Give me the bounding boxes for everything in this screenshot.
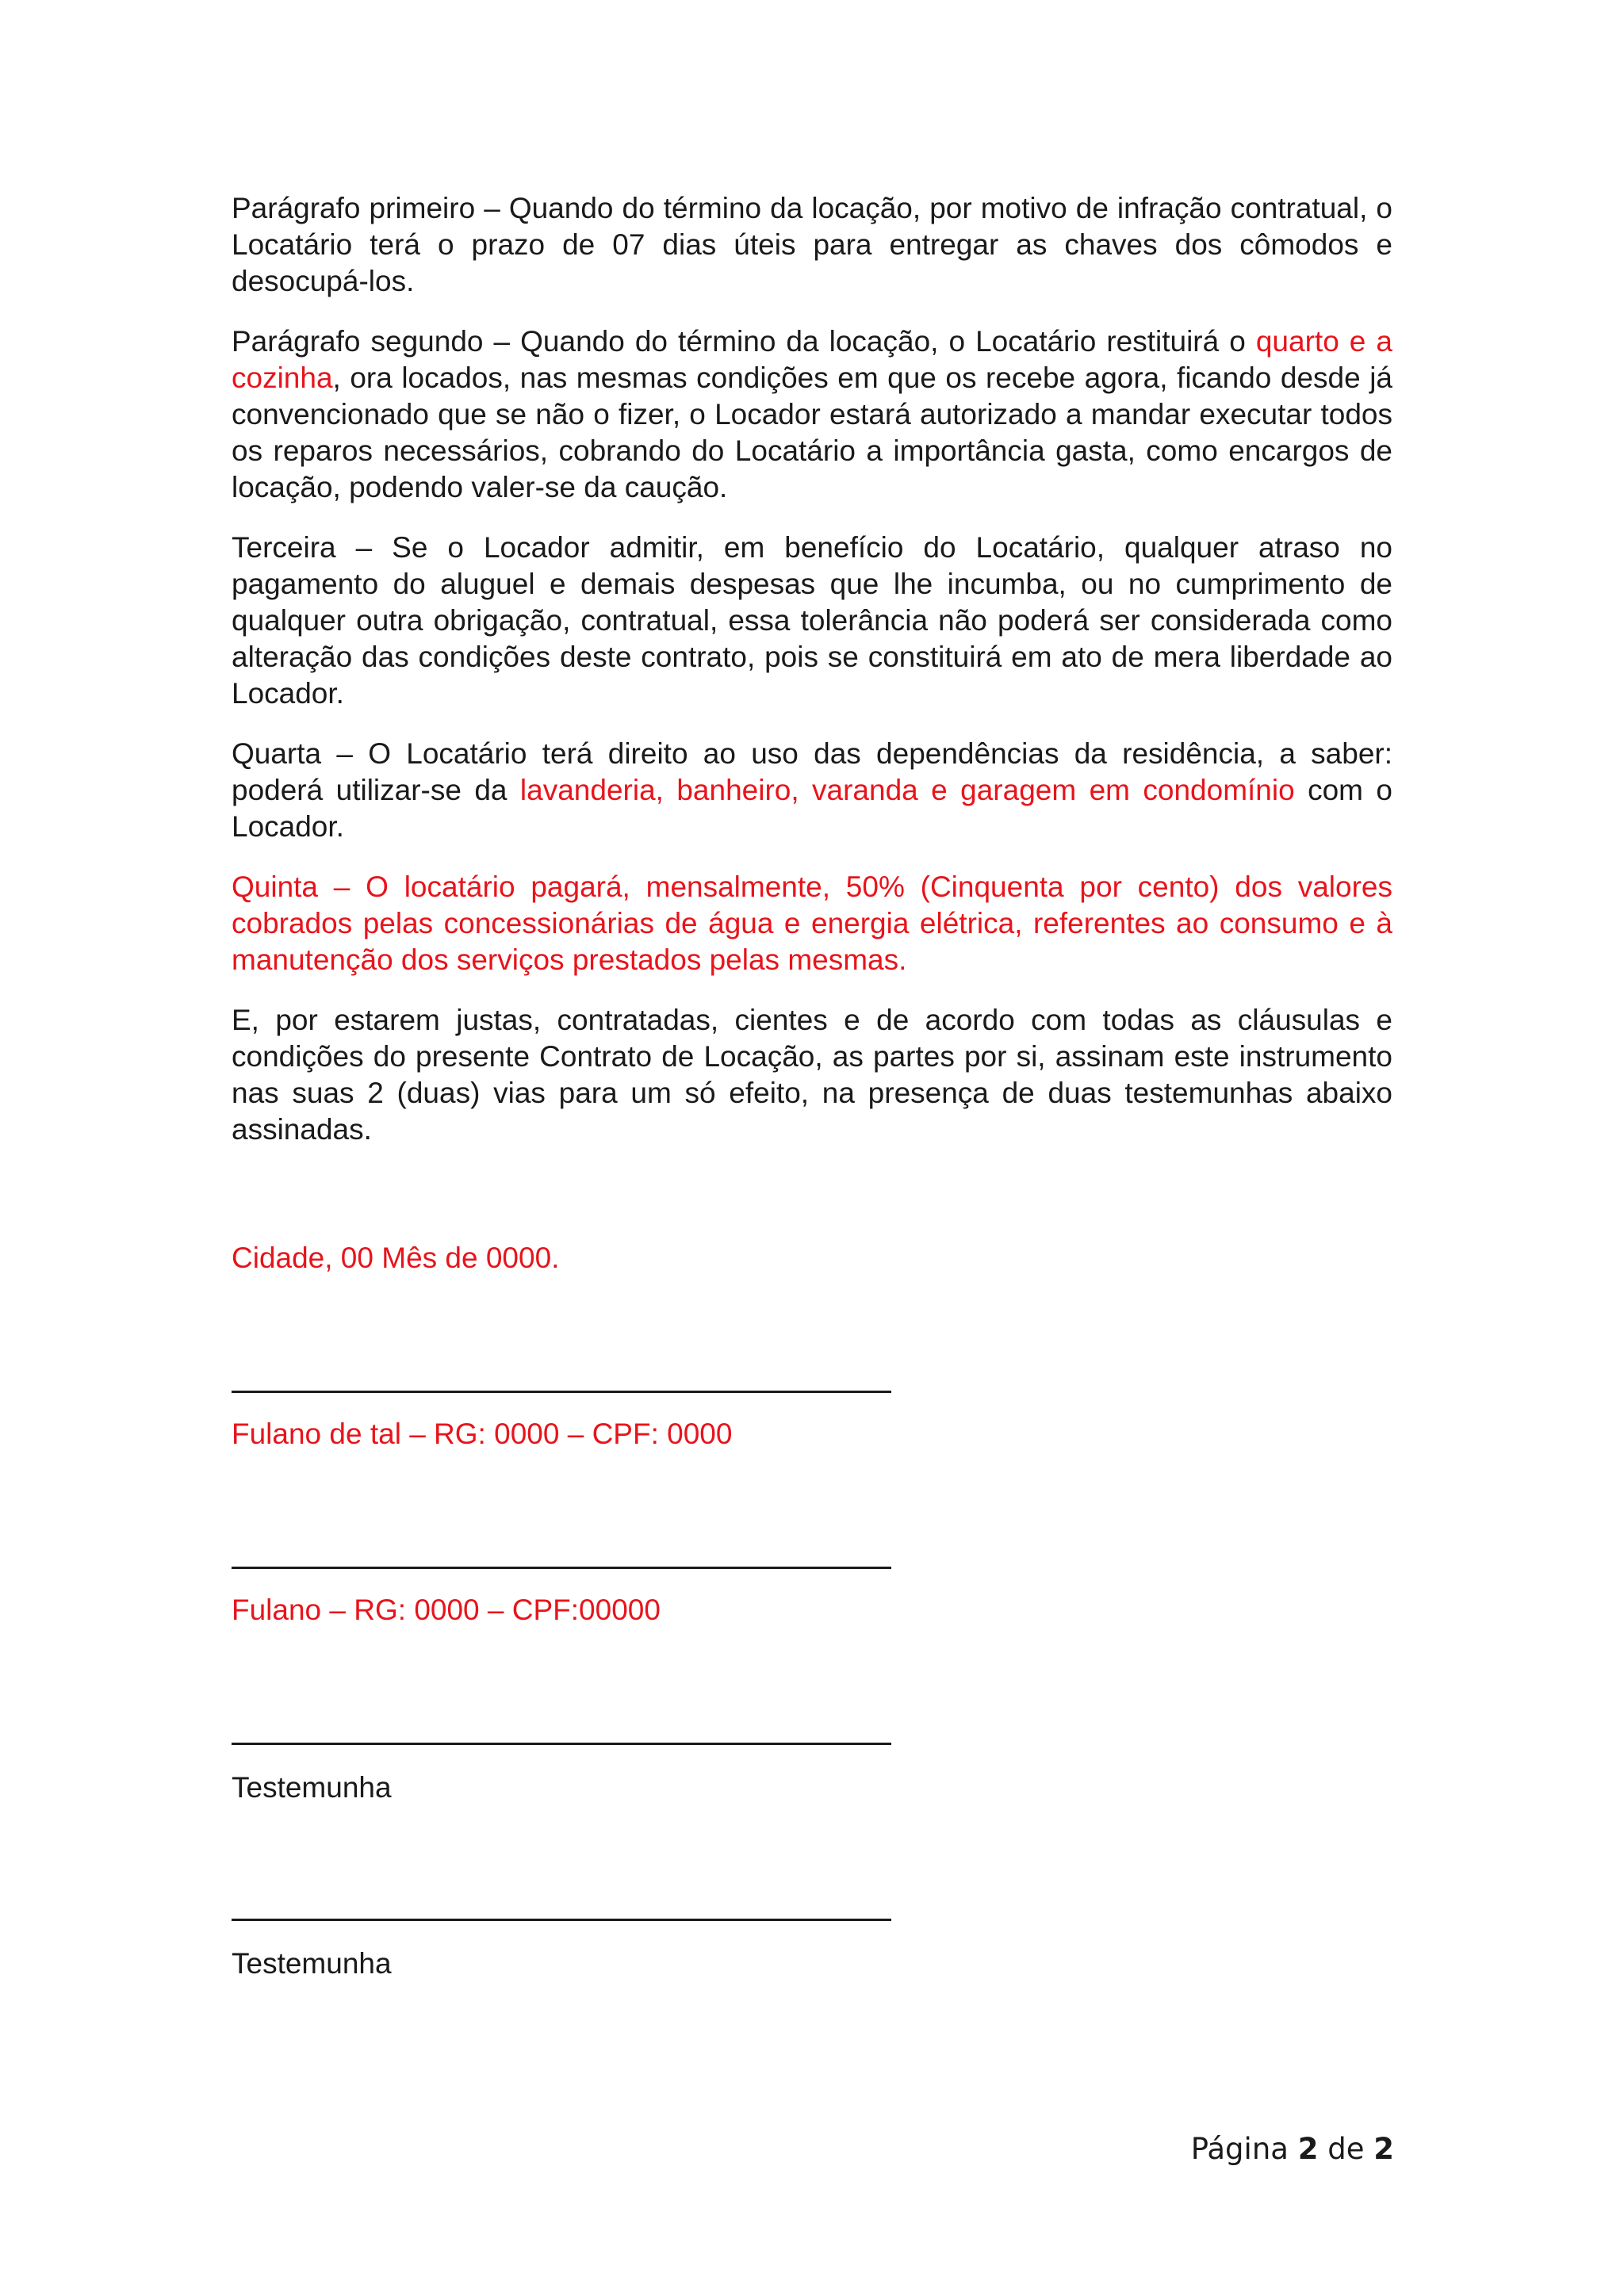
paragraph-segundo-text-before: Parágrafo segundo – Quando do término da locação, o Locatário restituirá o [232,325,1256,358]
paragraph-segundo-text-after: , ora locados, nas mesmas condições em que os recebe agora, ficando desde já convencionado que se não o fizer, o Locador estará autorizado a mandar executar todos os reparos necessários, cobrando do Locatário a importância gasta, como encargos de locação, podendo valer-se da caução. [232,362,1392,503]
signature-name-locador: Fulano de tal – RG: 0000 – CPF: 0000 [232,1418,733,1450]
clause-quarta [232,736,1392,845]
clause-quarta-text-after: com o Locador. [232,774,1392,843]
contract-body [232,190,1392,1172]
footer-of-label: de [1327,2132,1365,2166]
date-line: Cidade, 00 Mês de 0000. [232,1242,560,1274]
footer-current-page: 2 [1297,2132,1319,2166]
paragraph-segundo-highlight: quarto e a cozinha [232,325,1392,394]
signature-line [232,1391,891,1393]
signature-line [232,1743,891,1745]
footer-page-label: Página [1190,2132,1289,2166]
clause-quarta-text-before: Quarta – O Locatário terá direito ao uso das dependências da residência, a saber: poderá utilizar-se da [232,737,1392,806]
clause-quinta [232,869,1392,978]
clause-terceira [232,530,1392,712]
signature-line [232,1919,891,1921]
signature-line [232,1567,891,1569]
footer-total-pages: 2 [1373,2132,1394,2166]
paragraph-primeiro-text: Parágrafo primeiro – Quando do término da locação, por motivo de infração contratual, o Locatário terá o prazo de 07 dias úteis para entregar as chaves dos cômodos e desocupá-los. [232,192,1392,297]
signature-name-locatario: Fulano – RG: 0000 – CPF:00000 [232,1594,661,1626]
clause-quarta-highlight: lavanderia, banheiro, varanda e garagem em condomínio [519,774,1295,806]
closing-paragraph [232,1002,1392,1148]
closing-paragraph-text: E, por estarem justas, contratadas, cientes e de acordo com todas as cláusulas e condições do presente Contrato de Locação, as partes por si, assinam este instrumento nas suas 2 (duas) vias para um só efeito, na presença de duas testemunhas abaixo assinadas. [232,1004,1392,1146]
paragraph-segundo [232,323,1392,506]
signature-name-witness-2: Testemunha [232,1947,392,1980]
signature-name-witness-1: Testemunha [232,1771,392,1804]
clause-terceira-text: Terceira – Se o Locador admitir, em benefício do Locatário, qualquer atraso no pagamento do aluguel e demais despesas que lhe incumba, ou no cumprimento de qualquer outra obrigação, contratual, essa tolerância não poderá ser considerada como alteração das condições deste contrato, pois se constituirá em ato de mera liberdade ao Locador. [232,531,1392,710]
paragraph-primeiro [232,190,1392,300]
clause-quinta-text: Quinta – O locatário pagará, mensalmente, 50% (Cinquenta por cento) dos valores cobrados pelas concessionárias de água e energia elétrica, referentes ao consumo e à manutenção dos serviços prestados pelas mesmas. [232,871,1392,976]
page-number-footer [1191,2131,1394,2168]
